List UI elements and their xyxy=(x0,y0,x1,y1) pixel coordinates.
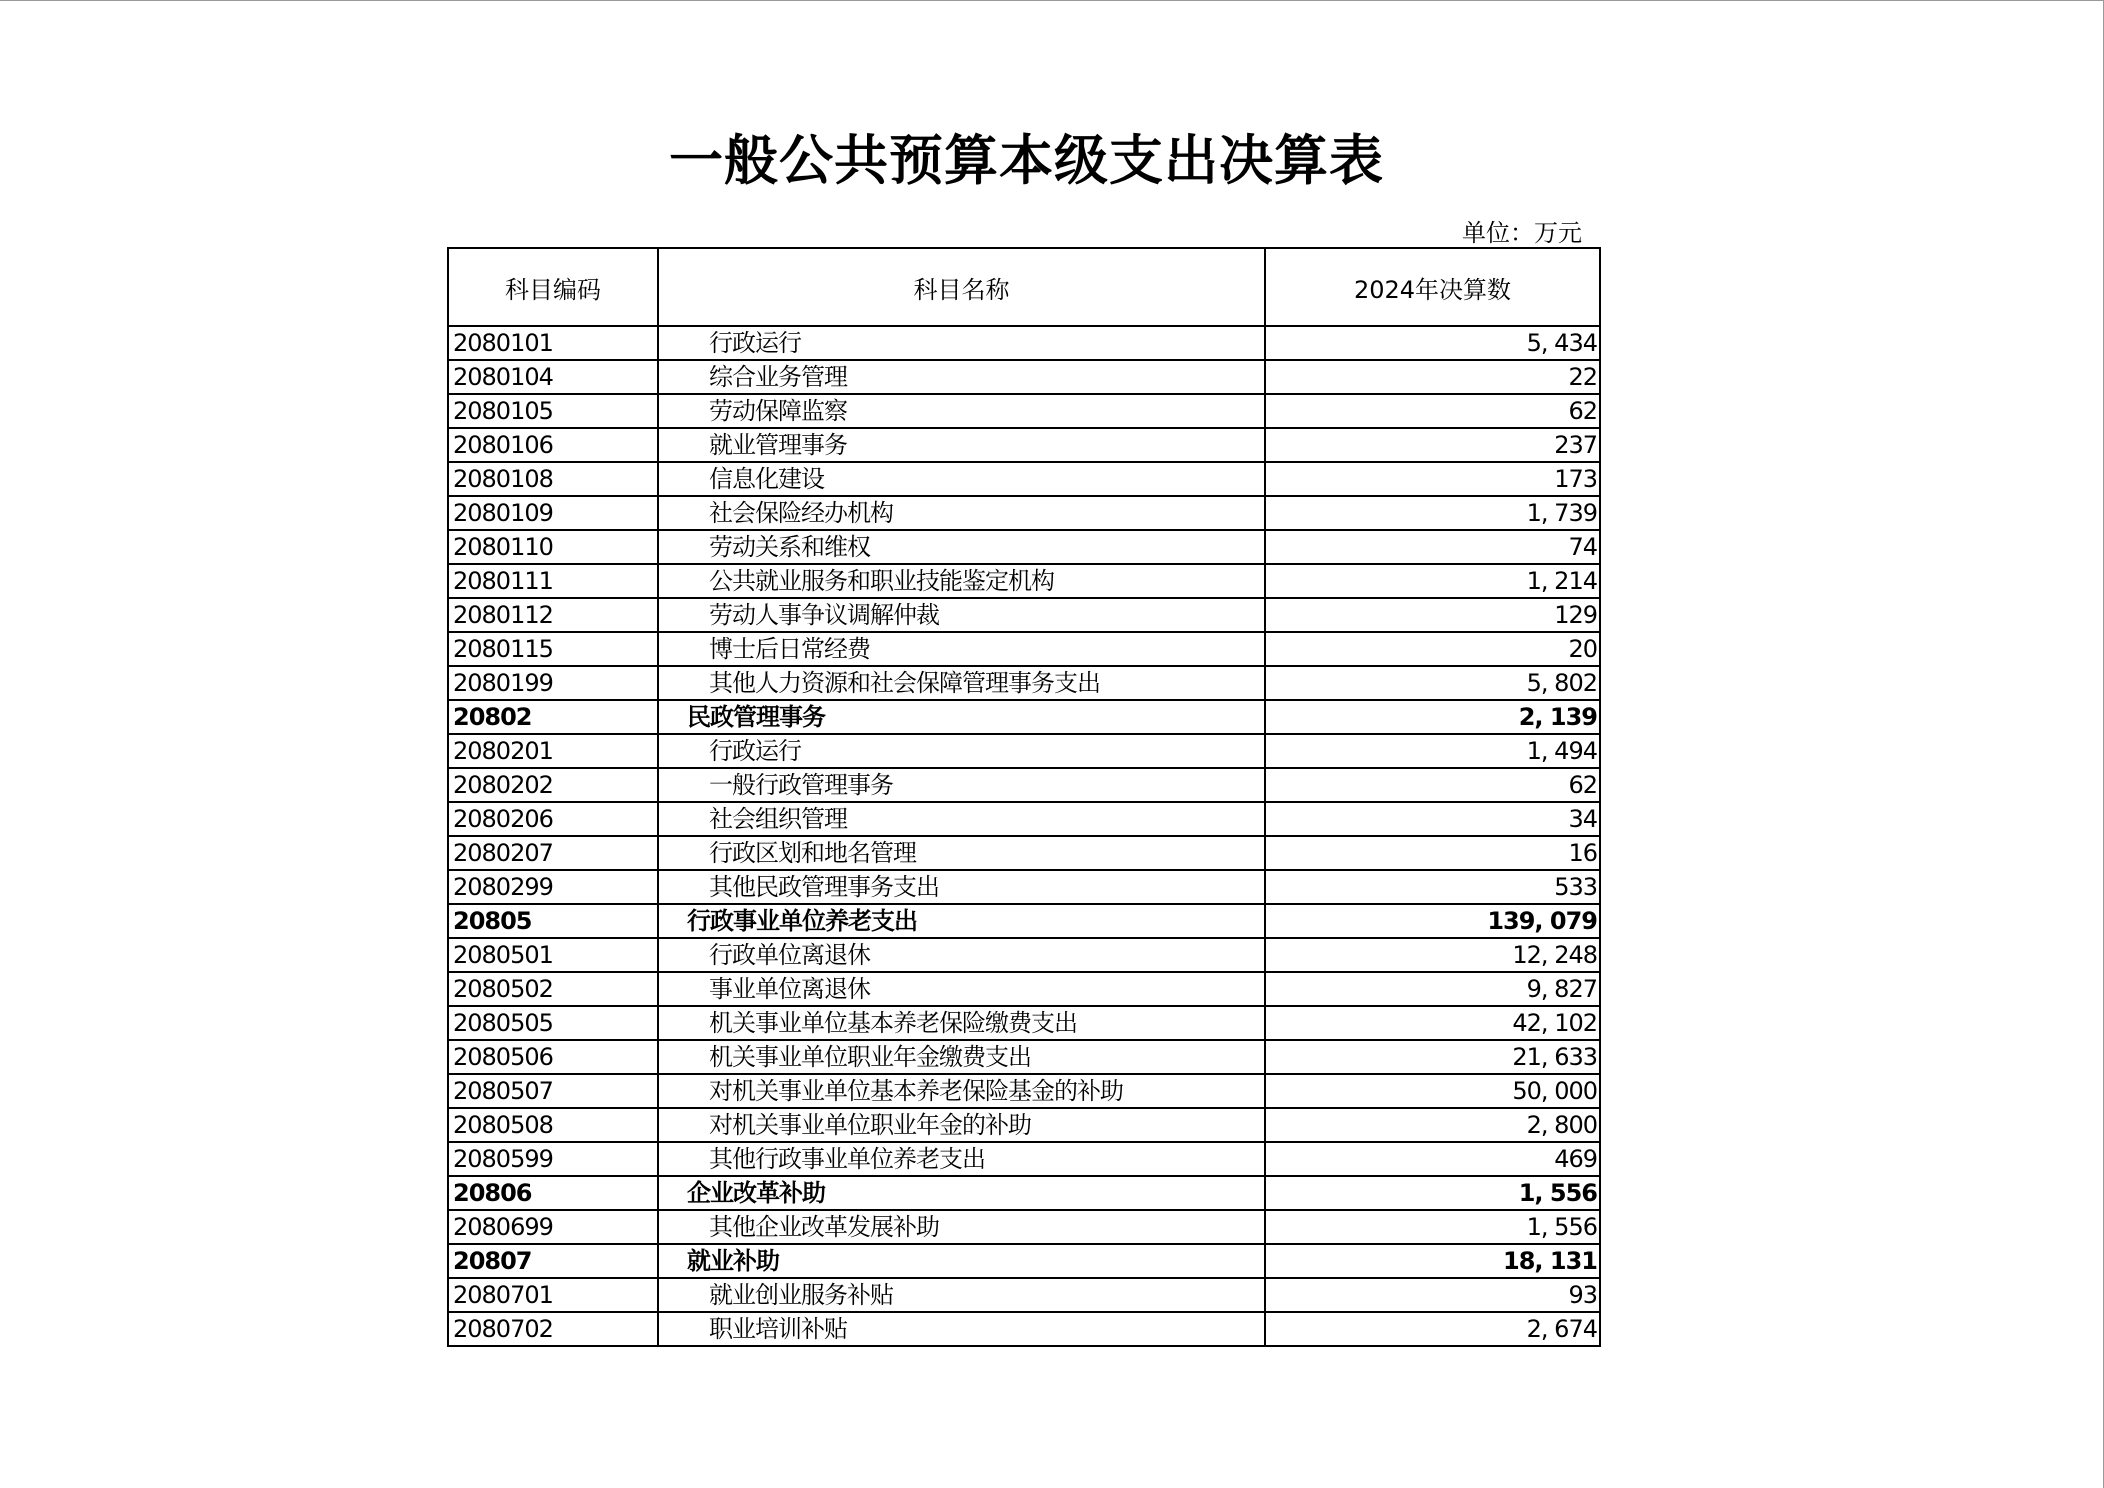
table-row xyxy=(448,1074,1600,1108)
cell-name: 博士后日常经费 xyxy=(658,632,1265,666)
cell-value: 2, 674 xyxy=(1265,1312,1600,1346)
cell-name: 企业改革补助 xyxy=(658,1176,1265,1210)
table-body xyxy=(448,326,1600,1346)
cell-name: 对机关事业单位职业年金的补助 xyxy=(658,1108,1265,1142)
cell-name: 行政运行 xyxy=(658,326,1265,360)
cell-name: 公共就业服务和职业技能鉴定机构 xyxy=(658,564,1265,598)
cell-code: 2080109 xyxy=(448,496,658,530)
cell-code: 2080101 xyxy=(448,326,658,360)
cell-code: 2080501 xyxy=(448,938,658,972)
unit-label: 单位：万元 xyxy=(1462,219,1582,247)
table-row xyxy=(448,1006,1600,1040)
cell-code: 2080111 xyxy=(448,564,658,598)
cell-code: 2080108 xyxy=(448,462,658,496)
table-row xyxy=(448,1040,1600,1074)
cell-code: 2080702 xyxy=(448,1312,658,1346)
table-row xyxy=(448,938,1600,972)
cell-name: 就业补助 xyxy=(658,1244,1265,1278)
cell-value: 62 xyxy=(1265,768,1600,802)
cell-code: 2080299 xyxy=(448,870,658,904)
cell-value: 12, 248 xyxy=(1265,938,1600,972)
cell-value: 129 xyxy=(1265,598,1600,632)
cell-code: 2080199 xyxy=(448,666,658,700)
cell-value: 139, 079 xyxy=(1265,904,1600,938)
cell-name: 其他企业改革发展补助 xyxy=(658,1210,1265,1244)
table-row-group xyxy=(448,1244,1600,1278)
cell-value: 1, 494 xyxy=(1265,734,1600,768)
cell-name: 劳动人事争议调解仲裁 xyxy=(658,598,1265,632)
table-row xyxy=(448,802,1600,836)
table-row xyxy=(448,632,1600,666)
cell-code: 20802 xyxy=(448,700,658,734)
cell-value: 16 xyxy=(1265,836,1600,870)
cell-value: 93 xyxy=(1265,1278,1600,1312)
cell-value: 1, 739 xyxy=(1265,496,1600,530)
header-row xyxy=(448,248,1600,326)
cell-name: 信息化建设 xyxy=(658,462,1265,496)
table-row xyxy=(448,496,1600,530)
cell-name: 行政区划和地名管理 xyxy=(658,836,1265,870)
cell-name: 劳动保障监察 xyxy=(658,394,1265,428)
cell-name: 对机关事业单位基本养老保险基金的补助 xyxy=(658,1074,1265,1108)
cell-value: 9, 827 xyxy=(1265,972,1600,1006)
table-row xyxy=(448,734,1600,768)
cell-code: 2080115 xyxy=(448,632,658,666)
cell-code: 2080505 xyxy=(448,1006,658,1040)
cell-code: 20807 xyxy=(448,1244,658,1278)
cell-name: 机关事业单位职业年金缴费支出 xyxy=(658,1040,1265,1074)
cell-name: 其他行政事业单位养老支出 xyxy=(658,1142,1265,1176)
table-row xyxy=(448,598,1600,632)
budget-table xyxy=(447,247,1601,1347)
cell-value: 62 xyxy=(1265,394,1600,428)
cell-value: 22 xyxy=(1265,360,1600,394)
cell-value: 34 xyxy=(1265,802,1600,836)
table-row xyxy=(448,972,1600,1006)
cell-value: 5, 434 xyxy=(1265,326,1600,360)
cell-name: 社会组织管理 xyxy=(658,802,1265,836)
table-row xyxy=(448,1278,1600,1312)
cell-value: 1, 214 xyxy=(1265,564,1600,598)
cell-value: 2, 800 xyxy=(1265,1108,1600,1142)
cell-code: 2080502 xyxy=(448,972,658,1006)
table-row xyxy=(448,530,1600,564)
cell-value: 469 xyxy=(1265,1142,1600,1176)
table-row xyxy=(448,1210,1600,1244)
table-row-group xyxy=(448,700,1600,734)
cell-code: 2080104 xyxy=(448,360,658,394)
cell-code: 2080112 xyxy=(448,598,658,632)
table-header xyxy=(448,248,1600,326)
table-row xyxy=(448,666,1600,700)
cell-code: 2080507 xyxy=(448,1074,658,1108)
cell-code: 20806 xyxy=(448,1176,658,1210)
cell-code: 2080105 xyxy=(448,394,658,428)
page-top-border xyxy=(0,0,2104,1)
cell-value: 50, 000 xyxy=(1265,1074,1600,1108)
table-row xyxy=(448,326,1600,360)
header-code: 科目编码 xyxy=(448,248,658,326)
cell-value: 1, 556 xyxy=(1265,1210,1600,1244)
cell-code: 2080506 xyxy=(448,1040,658,1074)
cell-name: 一般行政管理事务 xyxy=(658,768,1265,802)
cell-code: 2080599 xyxy=(448,1142,658,1176)
table-row xyxy=(448,768,1600,802)
cell-code: 2080110 xyxy=(448,530,658,564)
table-row xyxy=(448,1142,1600,1176)
cell-name: 职业培训补贴 xyxy=(658,1312,1265,1346)
cell-value: 237 xyxy=(1265,428,1600,462)
table-row xyxy=(448,870,1600,904)
cell-name: 民政管理事务 xyxy=(658,700,1265,734)
cell-code: 2080206 xyxy=(448,802,658,836)
cell-name: 行政运行 xyxy=(658,734,1265,768)
cell-name: 综合业务管理 xyxy=(658,360,1265,394)
cell-value: 74 xyxy=(1265,530,1600,564)
table-row xyxy=(448,836,1600,870)
cell-name: 社会保险经办机构 xyxy=(658,496,1265,530)
table-row xyxy=(448,1312,1600,1346)
table-row xyxy=(448,394,1600,428)
table-row xyxy=(448,564,1600,598)
header-value: 2024年决算数 xyxy=(1265,248,1600,326)
cell-value: 20 xyxy=(1265,632,1600,666)
table-row xyxy=(448,462,1600,496)
cell-code: 2080202 xyxy=(448,768,658,802)
table-row xyxy=(448,428,1600,462)
cell-name: 机关事业单位基本养老保险缴费支出 xyxy=(658,1006,1265,1040)
cell-value: 173 xyxy=(1265,462,1600,496)
document-title: 一般公共预算本级支出决算表 xyxy=(669,128,1384,192)
cell-code: 2080699 xyxy=(448,1210,658,1244)
cell-value: 18, 131 xyxy=(1265,1244,1600,1278)
cell-name: 其他民政管理事务支出 xyxy=(658,870,1265,904)
table-row xyxy=(448,1108,1600,1142)
table-row xyxy=(448,360,1600,394)
cell-name: 就业创业服务补贴 xyxy=(658,1278,1265,1312)
cell-value: 1, 556 xyxy=(1265,1176,1600,1210)
cell-name: 行政单位离退休 xyxy=(658,938,1265,972)
cell-name: 其他人力资源和社会保障管理事务支出 xyxy=(658,666,1265,700)
cell-code: 2080207 xyxy=(448,836,658,870)
table-row-group xyxy=(448,904,1600,938)
cell-code: 2080106 xyxy=(448,428,658,462)
cell-name: 劳动关系和维权 xyxy=(658,530,1265,564)
cell-code: 2080508 xyxy=(448,1108,658,1142)
cell-name: 就业管理事务 xyxy=(658,428,1265,462)
cell-name: 事业单位离退休 xyxy=(658,972,1265,1006)
cell-code: 2080201 xyxy=(448,734,658,768)
cell-value: 533 xyxy=(1265,870,1600,904)
header-name: 科目名称 xyxy=(658,248,1265,326)
cell-name: 行政事业单位养老支出 xyxy=(658,904,1265,938)
cell-value: 42, 102 xyxy=(1265,1006,1600,1040)
cell-code: 2080701 xyxy=(448,1278,658,1312)
cell-value: 5, 802 xyxy=(1265,666,1600,700)
cell-code: 20805 xyxy=(448,904,658,938)
cell-value: 2, 139 xyxy=(1265,700,1600,734)
table-row-group xyxy=(448,1176,1600,1210)
cell-value: 21, 633 xyxy=(1265,1040,1600,1074)
